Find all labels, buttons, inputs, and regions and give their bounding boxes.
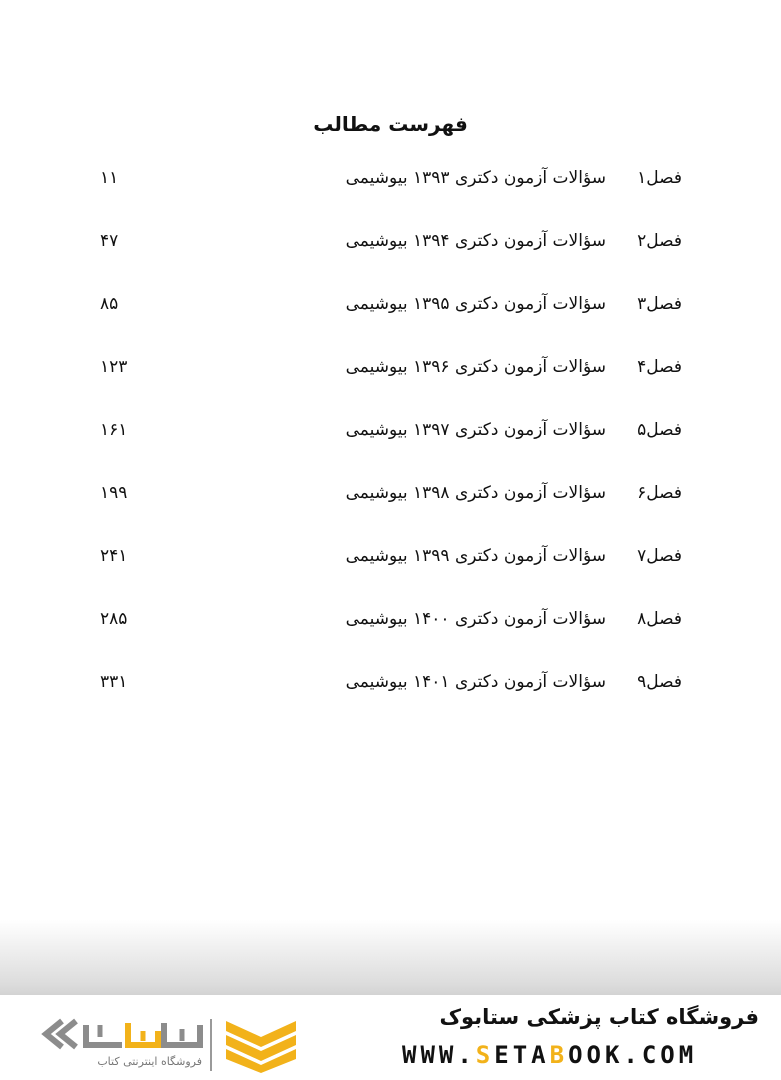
setabook-logo [40, 1013, 305, 1077]
toc-row [90, 420, 690, 450]
toc-page-number: ۱۶۱ [100, 420, 128, 440]
toc-entry-title: سؤالات آزمون دکتری ۱۳۹۹ بیوشیمی [345, 546, 606, 566]
toc-page-number: ۲۴۱ [100, 546, 128, 566]
url-segment: OOK.COM [568, 1041, 698, 1069]
toc-row [90, 483, 690, 513]
toc-title: فهرست مطالب [313, 112, 468, 136]
toc-entry-title: سؤالات آزمون دکتری ۱۴۰۰ بیوشیمی [345, 609, 606, 629]
logo-wordmark [40, 1013, 205, 1055]
toc-row [90, 672, 690, 702]
toc-chapter: فصل۱ [637, 168, 682, 188]
toc-chapter: فصل۲ [637, 231, 682, 251]
toc-row [90, 168, 690, 198]
toc-page-number: ۳۳۱ [100, 672, 128, 692]
shop-title: فروشگاه کتاب پزشکی ستابوک [439, 1005, 759, 1029]
url-segment: WWW. [402, 1041, 476, 1069]
toc-entry-title: سؤالات آزمون دکتری ۱۴۰۱ بیوشیمی [345, 672, 606, 692]
toc-page-number: ۴۷ [100, 231, 119, 251]
logo-divider [210, 1019, 212, 1071]
toc-chapter: فصل۷ [637, 546, 682, 566]
url-segment-highlight: B [549, 1041, 569, 1069]
toc-entry-title: سؤالات آزمون دکتری ۱۳۹۴ بیوشیمی [345, 231, 606, 251]
toc-chapter: فصل۶ [637, 483, 682, 503]
toc-row [90, 357, 690, 387]
toc-chapter: فصل۸ [637, 609, 682, 629]
toc-row [90, 546, 690, 576]
publisher-footer [0, 995, 781, 1080]
toc-row [90, 294, 690, 324]
toc-page-number: ۱۱ [100, 168, 119, 188]
url-segment: ETA [494, 1041, 550, 1069]
toc-page-number: ۸۵ [100, 294, 119, 314]
toc-chapter: فصل۹ [637, 672, 682, 692]
toc-page-number: ۱۹۹ [100, 483, 128, 503]
toc-entry-title: سؤالات آزمون دکتری ۱۳۹۳ بیوشیمی [345, 168, 606, 188]
toc-entry-title: سؤالات آزمون دکتری ۱۳۹۷ بیوشیمی [345, 420, 606, 440]
toc-chapter: فصل۴ [637, 357, 682, 377]
toc-chapter: فصل۵ [637, 420, 682, 440]
url-segment-highlight: S [475, 1041, 495, 1069]
page-bottom-shadow [0, 920, 781, 996]
toc-page-number: ۱۲۳ [100, 357, 128, 377]
toc-row [90, 231, 690, 261]
toc-page-number: ۲۸۵ [100, 609, 128, 629]
toc-chapter: فصل۳ [637, 294, 682, 314]
toc-entry-title: سؤالات آزمون دکتری ۱۳۹۶ بیوشیمی [345, 357, 606, 377]
toc-entry-title: سؤالات آزمون دکتری ۱۳۹۵ بیوشیمی [345, 294, 606, 314]
shop-url[interactable] [402, 1041, 697, 1069]
toc-row [90, 609, 690, 639]
toc-entry-title: سؤالات آزمون دکتری ۱۳۹۸ بیوشیمی [345, 483, 606, 503]
chevron-stack-icon [222, 1017, 300, 1073]
logo-subtitle: فروشگاه اینترنتی کتاب [97, 1055, 202, 1068]
